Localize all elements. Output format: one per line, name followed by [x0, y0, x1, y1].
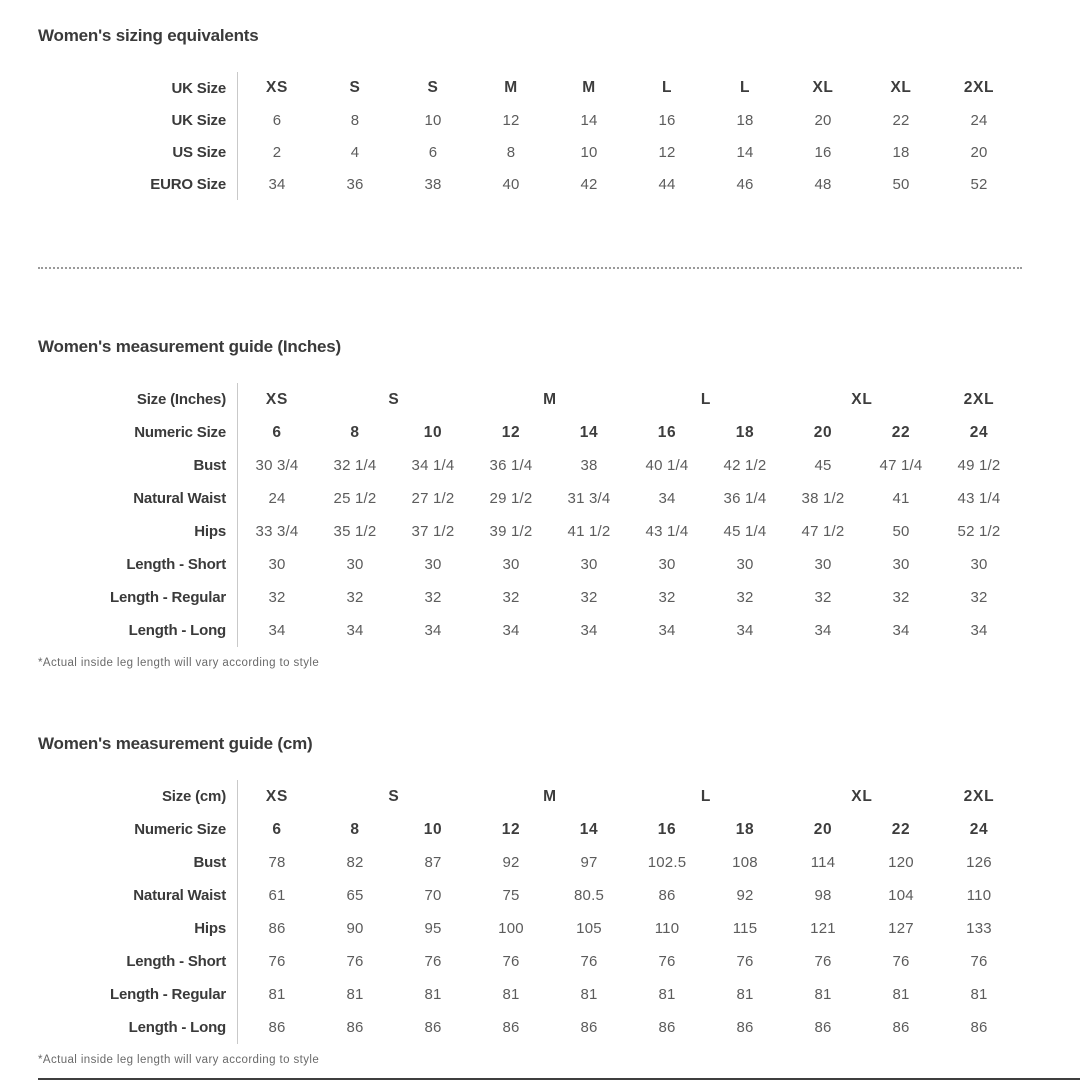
cell-value: 31 3/4: [567, 490, 611, 507]
cell-value: 30: [814, 556, 832, 573]
cell-value: 81: [814, 986, 832, 1003]
cell-value: 22: [891, 820, 911, 838]
cell-value: 90: [346, 920, 364, 937]
cell-value: 34: [268, 175, 286, 193]
cell-value: 76: [658, 953, 676, 970]
cell-value: 10: [423, 423, 443, 441]
cell-value: 104: [888, 887, 914, 904]
cell-value: 86: [736, 1019, 754, 1036]
cell-value: 43 1/4: [957, 490, 1001, 507]
size-group-header: S: [388, 390, 400, 408]
cell-value: 16: [657, 423, 677, 441]
cell-value: 32 1/4: [333, 457, 377, 474]
cell-value: 81: [658, 986, 676, 1003]
cell-value: 6: [428, 143, 438, 161]
cell-value: S: [427, 79, 439, 96]
cell-value: 18: [735, 423, 755, 441]
cell-value: 30: [580, 556, 598, 573]
cell-value: 2XL: [963, 79, 995, 96]
cell-value: 32: [736, 589, 754, 606]
cell-value: 24: [268, 490, 286, 507]
cell-value: XL: [890, 79, 912, 96]
cell-value: 34: [814, 622, 832, 639]
cell-value: 133: [966, 920, 992, 937]
cell-value: 24: [969, 423, 989, 441]
cell-value: 34 1/4: [411, 457, 455, 474]
cell-value: 65: [346, 887, 364, 904]
cell-value: 8: [350, 820, 360, 838]
cell-value: 92: [736, 887, 754, 904]
cell-value: 8: [506, 143, 516, 161]
cell-value: 6: [272, 111, 282, 129]
cell-value: 32: [892, 589, 910, 606]
cell-value: 16: [814, 143, 832, 161]
measurement-guide-cm-table: [38, 780, 1080, 1044]
cell-value: 105: [576, 920, 602, 937]
cell-value: 81: [424, 986, 442, 1003]
cell-value: 86: [658, 887, 676, 904]
cell-value: 20: [814, 111, 832, 129]
cell-value: 86: [268, 920, 286, 937]
size-group-header: 2XL: [963, 787, 995, 805]
cell-value: 33 3/4: [255, 523, 299, 540]
cell-value: 10: [423, 820, 443, 838]
cell-value: 18: [892, 143, 910, 161]
cell-value: 86: [580, 1019, 598, 1036]
cell-value: 82: [346, 854, 364, 871]
cell-value: 30: [424, 556, 442, 573]
cell-value: 95: [424, 920, 442, 937]
cell-value: 10: [424, 111, 442, 129]
cell-value: L: [739, 79, 751, 96]
cell-value: 16: [657, 820, 677, 838]
cell-value: 34: [502, 622, 520, 639]
size-group-header: S: [388, 787, 400, 805]
cell-value: 30: [892, 556, 910, 573]
cell-value: 18: [735, 820, 755, 838]
cell-value: 86: [424, 1019, 442, 1036]
cell-value: 6: [272, 820, 282, 838]
measurement-guide-inches-title: Women's measurement guide (Inches): [38, 337, 342, 356]
row-label: US Size: [38, 136, 238, 168]
size-group-header: XS: [265, 787, 289, 805]
cell-value: 78: [268, 854, 286, 871]
cell-value: 81: [580, 986, 598, 1003]
cell-value: 108: [732, 854, 758, 871]
cell-value: 47 1/2: [801, 523, 845, 540]
cell-value: 34: [658, 490, 676, 507]
cell-value: 34: [970, 622, 988, 639]
size-group-header: M: [543, 787, 557, 805]
cell-value: 75: [502, 887, 520, 904]
row-label: Natural Waist: [38, 482, 238, 515]
cell-value: 120: [888, 854, 914, 871]
row-label: Length - Long: [38, 1011, 238, 1044]
cell-value: 45 1/4: [723, 523, 767, 540]
cell-value: 14: [580, 111, 598, 129]
cell-value: 86: [502, 1019, 520, 1036]
cell-value: 86: [268, 1019, 286, 1036]
row-label: EURO Size: [38, 168, 238, 200]
cell-value: 38: [424, 175, 442, 193]
cell-value: 22: [891, 423, 911, 441]
cell-value: 30 3/4: [255, 457, 299, 474]
cell-value: 50: [892, 175, 910, 193]
cell-value: L: [661, 79, 673, 96]
cell-value: 40: [502, 175, 520, 193]
cell-value: 20: [970, 143, 988, 161]
measurement-guide-inches-table: [38, 383, 1080, 647]
cell-value: 34: [658, 622, 676, 639]
cell-value: 49 1/2: [957, 457, 1001, 474]
measurement-guide-cm-title: Women's measurement guide (cm): [38, 734, 313, 753]
cell-value: 86: [658, 1019, 676, 1036]
dotted-divider: [38, 267, 1022, 269]
cell-value: 20: [813, 423, 833, 441]
cell-value: M: [582, 79, 596, 96]
cell-value: 76: [502, 953, 520, 970]
cell-value: 110: [966, 887, 992, 904]
row-label: Natural Waist: [38, 879, 238, 912]
cell-value: M: [504, 79, 518, 96]
cell-value: 86: [814, 1019, 832, 1036]
cell-value: 76: [970, 953, 988, 970]
cell-value: 24: [970, 111, 988, 129]
cell-value: XS: [266, 79, 288, 96]
cell-value: 42 1/2: [723, 457, 767, 474]
row-label: Hips: [38, 515, 238, 548]
cell-value: 92: [502, 854, 520, 871]
footnote-cm: *Actual inside leg length will vary according to style: [38, 1054, 320, 1066]
cell-value: 30: [658, 556, 676, 573]
cell-value: 81: [970, 986, 988, 1003]
cell-value: 24: [969, 820, 989, 838]
cell-value: 36 1/4: [489, 457, 533, 474]
cell-value: 32: [580, 589, 598, 606]
cell-value: 81: [736, 986, 754, 1003]
cell-value: 86: [892, 1019, 910, 1036]
cell-value: 48: [814, 175, 832, 193]
cell-value: 76: [424, 953, 442, 970]
row-label: Length - Regular: [38, 978, 238, 1011]
cell-value: 61: [268, 887, 286, 904]
cell-value: 30: [346, 556, 364, 573]
cell-value: 127: [888, 920, 914, 937]
cell-value: 76: [814, 953, 832, 970]
cell-value: 36: [346, 175, 364, 193]
cell-value: S: [349, 79, 361, 96]
cell-value: 22: [892, 111, 910, 129]
cell-value: 32: [502, 589, 520, 606]
row-label: Bust: [38, 449, 238, 482]
cell-value: 86: [346, 1019, 364, 1036]
cell-value: 14: [579, 423, 599, 441]
cell-value: 14: [736, 143, 754, 161]
cell-value: 76: [736, 953, 754, 970]
cell-value: 10: [580, 143, 598, 161]
cell-value: 30: [502, 556, 520, 573]
size-group-header: XL: [851, 390, 873, 408]
size-group-header: XS: [265, 390, 289, 408]
row-label: Length - Regular: [38, 581, 238, 614]
cell-value: 47 1/4: [879, 457, 923, 474]
cell-value: 30: [736, 556, 754, 573]
row-label: Length - Short: [38, 548, 238, 581]
size-group-header: XL: [851, 787, 873, 805]
sizing-equivalents-title: Women's sizing equivalents: [38, 26, 259, 45]
cell-value: 39 1/2: [489, 523, 533, 540]
cell-value: 70: [424, 887, 442, 904]
cell-value: 34: [424, 622, 442, 639]
cell-value: 34: [268, 622, 286, 639]
cell-value: 81: [892, 986, 910, 1003]
size-group-header: 2XL: [963, 390, 995, 408]
cell-value: 27 1/2: [411, 490, 455, 507]
sizing-equivalents-table: [38, 72, 1080, 200]
cell-value: 14: [579, 820, 599, 838]
cell-value: 100: [498, 920, 524, 937]
cell-value: 32: [658, 589, 676, 606]
size-header-label: Size (Inches): [38, 383, 238, 416]
cell-value: 32: [346, 589, 364, 606]
cell-value: 16: [658, 111, 676, 129]
cell-value: 42: [580, 175, 598, 193]
cell-value: 34: [892, 622, 910, 639]
cell-value: 81: [502, 986, 520, 1003]
cell-value: 30: [970, 556, 988, 573]
cell-value: 34: [580, 622, 598, 639]
cell-value: XL: [812, 79, 834, 96]
cell-value: 110: [654, 920, 680, 937]
cell-value: 98: [814, 887, 832, 904]
cell-value: 76: [892, 953, 910, 970]
cell-value: 81: [346, 986, 364, 1003]
row-label: UK Size: [38, 72, 238, 104]
cell-value: 43 1/4: [645, 523, 689, 540]
size-group-header: M: [543, 390, 557, 408]
size-header-label: Size (cm): [38, 780, 238, 813]
row-label: Length - Long: [38, 614, 238, 647]
cell-value: 97: [580, 854, 598, 871]
size-group-header: L: [700, 787, 712, 805]
cell-value: 80.5: [574, 887, 604, 904]
cell-value: 34: [736, 622, 754, 639]
cell-value: 114: [810, 854, 836, 871]
cell-value: 29 1/2: [489, 490, 533, 507]
cell-value: 41 1/2: [567, 523, 611, 540]
cell-value: 36 1/4: [723, 490, 767, 507]
cell-value: 35 1/2: [333, 523, 377, 540]
cell-value: 32: [814, 589, 832, 606]
cell-value: 81: [268, 986, 286, 1003]
cell-value: 52 1/2: [957, 523, 1001, 540]
cell-value: 6: [272, 423, 282, 441]
cell-value: 52: [970, 175, 988, 193]
cell-value: 12: [501, 820, 521, 838]
cell-value: 30: [268, 556, 286, 573]
cell-value: 38 1/2: [801, 490, 845, 507]
cell-value: 32: [424, 589, 442, 606]
cell-value: 32: [268, 589, 286, 606]
cell-value: 2: [272, 143, 282, 161]
row-label: UK Size: [38, 104, 238, 136]
cell-value: 4: [350, 143, 360, 161]
cell-value: 12: [658, 143, 676, 161]
cell-value: 34: [346, 622, 364, 639]
cell-value: 86: [970, 1019, 988, 1036]
cell-value: 12: [502, 111, 520, 129]
cell-value: 18: [736, 111, 754, 129]
cell-value: 87: [424, 854, 442, 871]
cell-value: 8: [350, 111, 360, 129]
row-label: Hips: [38, 912, 238, 945]
cell-value: 40 1/4: [645, 457, 689, 474]
cell-value: 102.5: [647, 854, 687, 871]
row-label: Numeric Size: [38, 813, 238, 846]
cell-value: 46: [736, 175, 754, 193]
cell-value: 41: [892, 490, 910, 507]
size-group-header: L: [700, 390, 712, 408]
cell-value: 8: [350, 423, 360, 441]
cell-value: 20: [813, 820, 833, 838]
cell-value: 25 1/2: [333, 490, 377, 507]
row-label: Length - Short: [38, 945, 238, 978]
cell-value: 76: [346, 953, 364, 970]
cell-value: 32: [970, 589, 988, 606]
cell-value: 115: [732, 920, 758, 937]
cell-value: 121: [810, 920, 836, 937]
cell-value: 37 1/2: [411, 523, 455, 540]
cell-value: 45: [814, 457, 832, 474]
cell-value: 50: [892, 523, 910, 540]
cell-value: 12: [501, 423, 521, 441]
cell-value: 76: [268, 953, 286, 970]
cell-value: 38: [580, 457, 598, 474]
cell-value: 126: [966, 854, 992, 871]
cell-value: 76: [580, 953, 598, 970]
row-label: Bust: [38, 846, 238, 879]
footnote-inches: *Actual inside leg length will vary according to style: [38, 657, 320, 669]
cell-value: 44: [658, 175, 676, 193]
row-label: Numeric Size: [38, 416, 238, 449]
